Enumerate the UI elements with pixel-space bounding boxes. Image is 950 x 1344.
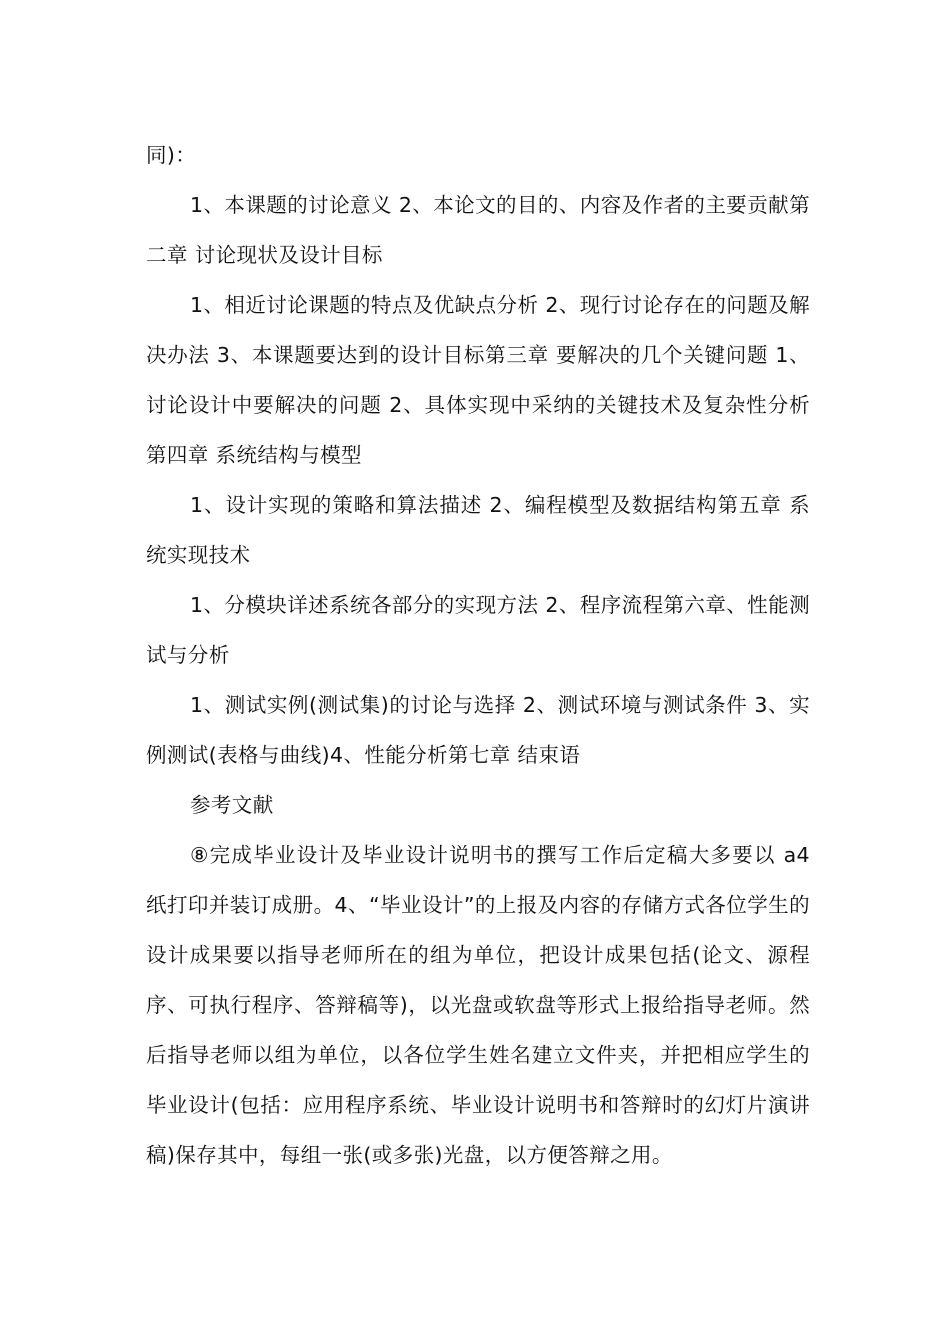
paragraph-references-heading: 参考文献: [190, 793, 274, 817]
paragraph-chapter-two-items: 1、相近讨论课题的特点及优缺点分析 2、现行讨论存在的问题及解决办法 3、本课题要达到的设计目标第三章 要解决的几个关键问题 1、讨论设计中要解决的问题 2、具体实现中采纳的关键技术及复杂性分析第四章 系统结构与模型: [146, 293, 810, 467]
paragraph-submission-instructions: ⑧完成毕业设计及毕业设计说明书的撰写工作后定稿大多要以 a4 纸打印并装订成册。4、“毕业设计”的上报及内容的存储方式各位学生的设计成果要以指导老师所在的组为单位，把设计成果包括(论文、源程序、可执行程序、答辩稿等)，以光盘或软盘等形式上报给指导老师。然后指导老师以组为单位，以各位学生姓名建立文件夹，并把相应学生的毕业设计(包括：应用程序系统、毕业设计说明书和答辩时的幻灯片演讲稿)保存其中，每组一张(或多张)光盘，以方便答辩之用。: [146, 843, 810, 1167]
paragraph-chapter-four-items: 1、设计实现的策略和算法描述 2、编程模型及数据结构第五章 系统实现技术: [146, 493, 810, 567]
paragraph-chapter-five-items: 1、分模块详述系统各部分的实现方法 2、程序流程第六章、性能测试与分析: [146, 593, 810, 667]
paragraph-chapter-six-items: 1、测试实例(测试集)的讨论与选择 2、测试环境与测试条件 3、实例测试(表格与曲线)4、性能分析第七章 结束语: [146, 693, 810, 767]
paragraph-continuation: 同)：: [146, 143, 197, 167]
document-body: [146, 130, 810, 1180]
paragraph-chapter-one-items: 1、本课题的讨论意义 2、本论文的目的、内容及作者的主要贡献第二章 讨论现状及设计目标: [146, 193, 810, 267]
